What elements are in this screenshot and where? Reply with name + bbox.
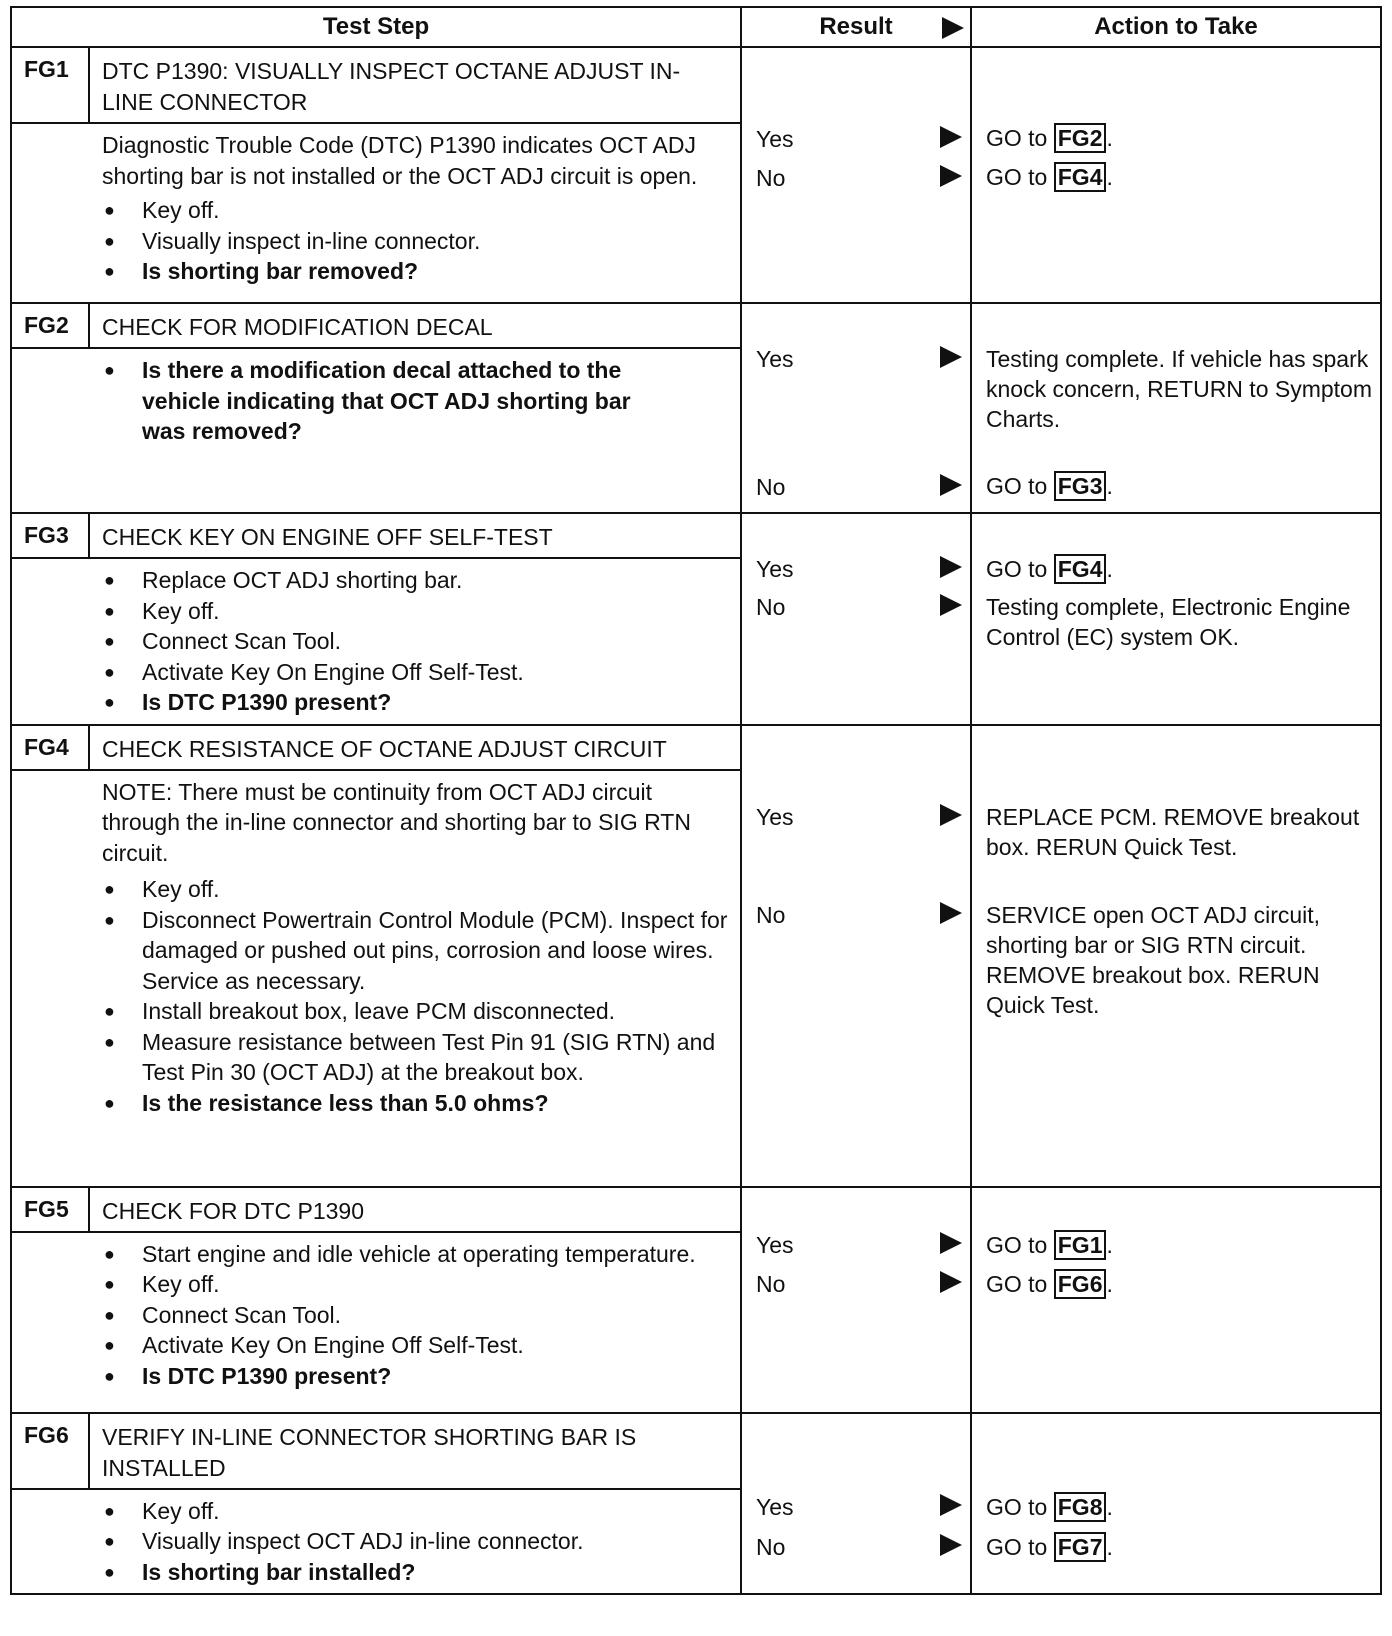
step-link[interactable]: FG2 <box>1054 123 1107 153</box>
step-header <box>12 48 740 124</box>
step-row-fg2 <box>11 303 1381 513</box>
action-cell <box>971 725 1381 1187</box>
bullet-item: ● Activate Key On Engine Off Self-Test. <box>102 657 730 688</box>
result-cell <box>741 47 971 303</box>
step-header <box>12 726 740 771</box>
action-cell <box>971 47 1381 303</box>
action-no: GO to FG6 . <box>986 1270 1113 1297</box>
step-title: CHECK FOR MODIFICATION DECAL <box>102 314 493 340</box>
step-bullets <box>12 1233 740 1398</box>
step-code: FG4 <box>12 726 90 769</box>
result-yes <box>756 556 962 583</box>
step-question: ● Is DTC P1390 present? <box>102 687 730 718</box>
result-no <box>756 1534 962 1561</box>
arrow-right-icon <box>940 1494 962 1516</box>
goto-label: GO to <box>986 1533 1048 1560</box>
arrow-right-icon <box>940 804 962 826</box>
bullet-item: ● Connect Scan Tool. <box>102 626 730 657</box>
arrow-right-icon <box>940 474 962 496</box>
no-label: No <box>756 901 786 928</box>
arrow-right-icon <box>942 17 964 39</box>
yes-label: Yes <box>756 803 794 830</box>
step-cell <box>11 725 741 1187</box>
bullet-item: ● Activate Key On Engine Off Self-Test. <box>102 1330 730 1361</box>
step-cell <box>11 303 741 513</box>
bullet-item: ● Key off. <box>102 1269 730 1300</box>
step-code: FG2 <box>12 304 90 347</box>
step-link[interactable]: FG8 <box>1054 1492 1107 1522</box>
result-yes <box>756 346 962 373</box>
header-result-label: Result <box>819 13 893 40</box>
step-link[interactable]: FG1 <box>1054 1230 1107 1260</box>
yes-label: Yes <box>756 126 794 152</box>
step-header <box>12 1188 740 1233</box>
step-link[interactable]: FG7 <box>1054 1532 1107 1562</box>
goto-label: GO to <box>986 473 1048 499</box>
step-code: FG3 <box>12 514 90 557</box>
arrow-right-icon <box>940 902 962 924</box>
step-row-fg3 <box>11 513 1381 725</box>
result-no <box>756 1271 962 1298</box>
step-link[interactable]: FG4 <box>1054 554 1107 584</box>
bullet-item: ● Install breakout box, leave PCM disconnected. <box>102 996 730 1027</box>
header-test-step: Test Step <box>11 7 741 47</box>
bullet-item: ● Disconnect Powertrain Control Module (PCM). Inspect for damaged or pushed out pins, corrosion and loose wires. Service as necessary. <box>102 905 730 997</box>
arrow-right-icon <box>940 1232 962 1254</box>
action-no-text: Testing complete, Electronic Engine Control (EC) system OK. <box>986 594 1351 650</box>
step-intro: Diagnostic Trouble Code (DTC) P1390 indicates OCT ADJ shorting bar is not installed or the OCT ADJ circuit is open. <box>102 132 698 189</box>
action-yes-text: Testing complete. If vehicle has spark knock concern, RETURN to Symptom Charts. <box>986 346 1373 432</box>
bullet-item: ● Measure resistance between Test Pin 91 (SIG RTN) and Test Pin 30 (OCT ADJ) at the breakout box. <box>102 1027 730 1088</box>
result-yes <box>756 1494 962 1521</box>
step-cell <box>11 513 741 725</box>
result-yes <box>756 1232 962 1259</box>
step-header <box>12 514 740 559</box>
step-title: VERIFY IN-LINE CONNECTOR SHORTING BAR IS INSTALLED <box>102 1423 637 1481</box>
step-bullets <box>12 872 740 1124</box>
bullet-item: ● Visually inspect in-line connector. <box>102 226 730 257</box>
step-code: FG6 <box>12 1414 90 1488</box>
arrow-right-icon <box>940 1271 962 1293</box>
header-action: Action to Take <box>971 7 1381 47</box>
step-bullets <box>12 195 740 293</box>
action-cell <box>971 1413 1381 1595</box>
yes-label: Yes <box>756 556 794 582</box>
step-code: FG5 <box>12 1188 90 1231</box>
result-cell <box>741 1413 971 1595</box>
yes-label: Yes <box>756 1231 794 1258</box>
step-header <box>12 1414 740 1490</box>
step-question: ● Is shorting bar installed? <box>102 1557 730 1588</box>
action-yes-text: REPLACE PCM. REMOVE breakout box. RERUN Quick Test. <box>986 803 1360 860</box>
bullet-item: ● Start engine and idle vehicle at operating temperature. <box>102 1239 730 1270</box>
bullet-item: ● Replace OCT ADJ shorting bar. <box>102 565 730 596</box>
step-row-fg6 <box>11 1413 1381 1595</box>
step-bullets <box>12 1490 740 1594</box>
no-label: No <box>756 594 786 620</box>
no-label: No <box>756 1270 786 1297</box>
goto-label: GO to <box>986 1231 1048 1258</box>
action-yes: GO to FG8 . <box>986 1493 1113 1520</box>
yes-label: Yes <box>756 346 794 372</box>
step-question: ● Is there a modification decal attached to the vehicle indicating that OCT ADJ shorting bar was removed? <box>102 355 660 447</box>
step-row-fg1 <box>11 47 1381 303</box>
arrow-right-icon <box>940 126 962 148</box>
step-code: FG1 <box>12 48 90 122</box>
result-cell <box>741 303 971 513</box>
step-title: DTC P1390: VISUALLY INSPECT OCTANE ADJUST IN-LINE CONNECTOR <box>102 58 681 115</box>
step-cell <box>11 1187 741 1413</box>
action-cell <box>971 303 1381 513</box>
step-title: CHECK FOR DTC P1390 <box>102 1197 365 1224</box>
goto-label: GO to <box>986 1493 1048 1520</box>
result-yes <box>756 126 962 153</box>
arrow-right-icon <box>940 1534 962 1556</box>
goto-label: GO to <box>986 164 1048 190</box>
no-label: No <box>756 474 786 500</box>
step-question: ● Is the resistance less than 5.0 ohms? <box>102 1088 730 1119</box>
bullet-item: ● Connect Scan Tool. <box>102 1300 730 1331</box>
result-no <box>756 902 962 929</box>
arrow-right-icon <box>940 594 962 616</box>
step-bullets <box>12 559 740 724</box>
step-link[interactable]: FG4 <box>1054 162 1107 192</box>
result-no <box>756 594 962 621</box>
diagnostic-table <box>10 6 1382 1595</box>
bullet-item: ● Key off. <box>102 874 730 905</box>
step-link[interactable]: FG6 <box>1054 1269 1107 1299</box>
result-cell <box>741 513 971 725</box>
action-yes: GO to FG4 . <box>986 556 1113 582</box>
step-row-fg4 <box>11 725 1381 1187</box>
arrow-right-icon <box>940 165 962 187</box>
header-result <box>741 7 971 47</box>
step-row-fg5 <box>11 1187 1381 1413</box>
step-title: CHECK RESISTANCE OF OCTANE ADJUST CIRCUIT <box>102 735 667 762</box>
step-question: ● Is shorting bar removed? <box>102 256 730 287</box>
step-question: ● Is DTC P1390 present? <box>102 1361 730 1392</box>
goto-label: GO to <box>986 1270 1048 1297</box>
result-no <box>756 165 962 192</box>
arrow-right-icon <box>940 346 962 368</box>
step-cell <box>11 47 741 303</box>
step-cell <box>11 1413 741 1595</box>
action-no: GO to FG4 . <box>986 164 1113 190</box>
action-no: GO to FG7 . <box>986 1533 1113 1560</box>
result-yes <box>756 804 962 831</box>
action-no-text: SERVICE open OCT ADJ circuit, shorting bar or SIG RTN circuit. REMOVE breakout box. RERUN Quick Test. <box>986 901 1321 1018</box>
action-cell <box>971 513 1381 725</box>
no-label: No <box>756 165 786 191</box>
goto-label: GO to <box>986 125 1048 151</box>
action-yes: GO to FG2 . <box>986 125 1113 151</box>
bullet-item: ● Key off. <box>102 1496 730 1527</box>
goto-label: GO to <box>986 556 1048 582</box>
yes-label: Yes <box>756 1493 794 1520</box>
result-cell <box>741 725 971 1187</box>
arrow-right-icon <box>940 556 962 578</box>
result-no <box>756 474 962 501</box>
step-bullets <box>12 349 740 453</box>
no-label: No <box>756 1533 786 1560</box>
bullet-item: ● Visually inspect OCT ADJ in-line connector. <box>102 1526 730 1557</box>
action-no: GO to FG3 . <box>986 473 1113 499</box>
step-link[interactable]: FG3 <box>1054 471 1107 501</box>
header-row <box>11 7 1381 47</box>
bullet-item: ● Key off. <box>102 596 730 627</box>
action-yes: GO to FG1 . <box>986 1231 1113 1258</box>
step-header <box>12 304 740 349</box>
result-cell <box>741 1187 971 1413</box>
action-cell <box>971 1187 1381 1413</box>
step-title: CHECK KEY ON ENGINE OFF SELF-TEST <box>102 524 553 550</box>
step-note: NOTE: There must be continuity from OCT ADJ circuit through the in-line connector and shorting bar to SIG RTN circuit. <box>102 778 691 866</box>
bullet-item: ● Key off. <box>102 195 730 226</box>
